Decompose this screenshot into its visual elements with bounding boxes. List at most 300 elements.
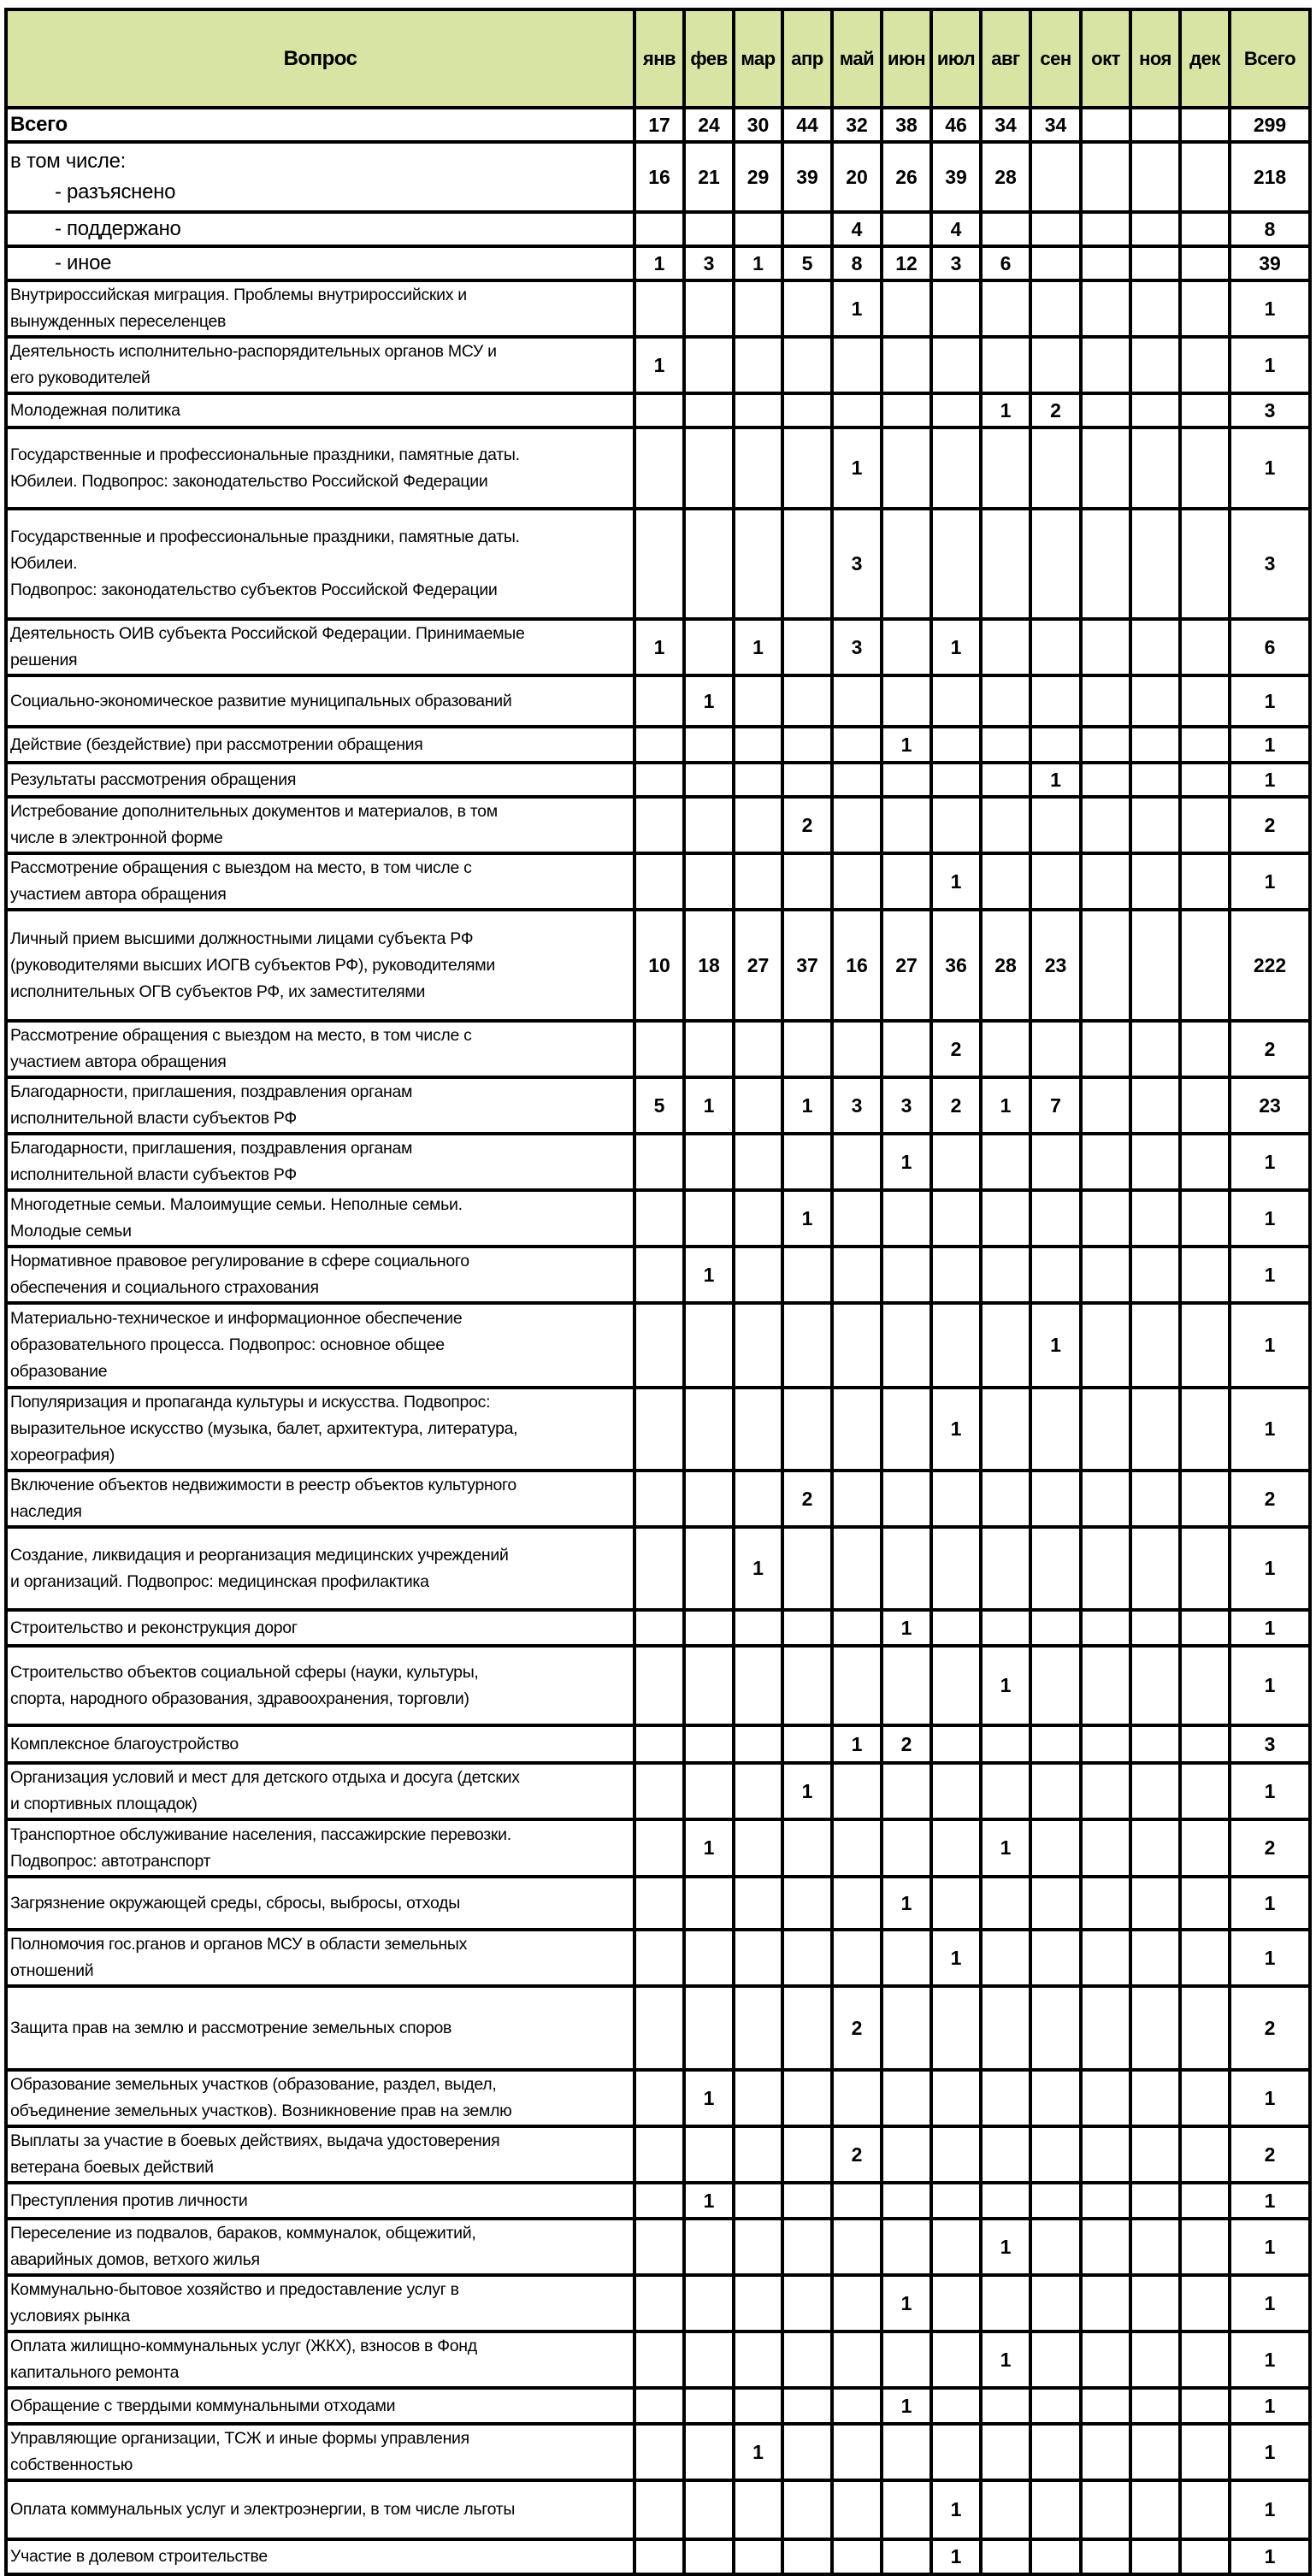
month-value-cell: 3 <box>832 1077 882 1134</box>
month-value-cell: 4 <box>832 212 882 246</box>
month-value-cell <box>931 763 981 797</box>
month-value-cell: 2 <box>931 1077 981 1134</box>
total-value-cell: 39 <box>1230 246 1310 280</box>
total-value-cell: 2 <box>1230 2126 1310 2183</box>
month-value-cell <box>734 2070 782 2126</box>
month-value-cell <box>832 1388 882 1471</box>
table-row <box>6 393 1310 427</box>
month-value-cell <box>782 1986 832 2070</box>
total-value-cell: 1 <box>1230 2388 1310 2424</box>
month-value-cell <box>684 797 734 853</box>
table-row <box>6 675 1310 727</box>
month-value-cell <box>684 1725 734 1763</box>
column-header-total: Всего <box>1230 9 1310 108</box>
month-value-cell <box>634 212 684 246</box>
month-value-cell <box>832 1646 882 1725</box>
question-cell <box>6 1077 634 1134</box>
month-value-cell <box>782 1877 832 1930</box>
month-value-cell <box>1130 1303 1180 1388</box>
table-row <box>6 1077 1310 1134</box>
month-value-cell <box>734 393 782 427</box>
month-value-cell <box>832 1303 882 1388</box>
question-text: собственностью <box>10 2455 133 2474</box>
total-value-cell: 1 <box>1230 1610 1310 1646</box>
month-value-cell <box>782 763 832 797</box>
month-value-cell <box>782 1930 832 1986</box>
month-value-cell <box>1081 246 1130 280</box>
month-value-cell: 3 <box>832 509 882 619</box>
month-value-cell: 29 <box>734 142 782 212</box>
month-value-cell <box>1130 108 1180 142</box>
month-value-cell <box>1180 2126 1230 2183</box>
question-text: Включение объектов недвижимости в реестр объектов культурного <box>10 1476 516 1494</box>
month-value-cell <box>882 619 931 675</box>
month-value-cell <box>634 2183 684 2219</box>
month-value-cell <box>634 675 684 727</box>
month-value-cell <box>882 1646 931 1725</box>
question-cell <box>6 509 634 619</box>
month-value-cell <box>1030 1527 1081 1610</box>
month-value-cell <box>981 1986 1030 2070</box>
month-value-cell <box>1130 1471 1180 1527</box>
month-value-cell <box>634 1877 684 1930</box>
total-value-cell: 1 <box>1230 2331 1310 2388</box>
month-value-cell <box>882 509 931 619</box>
month-value-cell <box>882 337 931 393</box>
total-value-cell: 1 <box>1230 1134 1310 1190</box>
month-value-cell <box>634 1303 684 1388</box>
month-value-cell <box>931 675 981 727</box>
month-value-cell <box>1030 1388 1081 1471</box>
month-value-cell <box>981 1303 1030 1388</box>
month-value-cell: 1 <box>634 337 684 393</box>
month-value-cell <box>1030 2183 1081 2219</box>
month-value-cell: 1 <box>684 675 734 727</box>
month-value-cell <box>1081 280 1130 337</box>
month-value-cell <box>1030 1190 1081 1247</box>
month-value-cell <box>1180 619 1230 675</box>
total-value-cell: 2 <box>1230 1021 1310 1077</box>
month-value-cell <box>684 393 734 427</box>
question-cell <box>6 2331 634 2388</box>
month-value-cell <box>882 393 931 427</box>
month-value-cell <box>1130 1134 1180 1190</box>
month-value-cell <box>1180 509 1230 619</box>
month-value-cell <box>684 1527 734 1610</box>
total-value-cell: 1 <box>1230 1763 1310 1819</box>
month-value-cell <box>1180 1021 1230 1077</box>
month-value-cell: 18 <box>684 910 734 1021</box>
month-value-cell: 44 <box>782 108 832 142</box>
question-text: обеспечения и социального страхования <box>10 1278 319 1297</box>
month-value-cell <box>1130 1077 1180 1134</box>
table-row <box>6 2126 1310 2183</box>
month-value-cell <box>684 1388 734 1471</box>
question-text: Рассмотрение обращения с выездом на место, в том числе с <box>10 1026 472 1045</box>
total-value-cell: 1 <box>1230 1877 1310 1930</box>
month-value-cell <box>1081 1077 1130 1134</box>
month-value-cell <box>734 1077 782 1134</box>
month-value-cell <box>832 2275 882 2331</box>
month-value-cell <box>1130 1388 1180 1471</box>
month-value-cell <box>931 1247 981 1303</box>
month-value-cell <box>1180 142 1230 212</box>
question-text: Подвопрос: автотранспорт <box>10 1851 211 1871</box>
month-value-cell <box>1130 675 1180 727</box>
month-value-cell <box>832 2539 882 2574</box>
question-text: Коммунально-бытовое хозяйство и предоставление услуг в <box>10 2280 459 2299</box>
month-value-cell <box>684 337 734 393</box>
month-value-cell <box>1130 619 1180 675</box>
month-value-cell <box>832 2424 882 2480</box>
question-cell <box>6 2126 634 2183</box>
table-row <box>6 910 1310 1021</box>
month-value-cell <box>734 1471 782 1527</box>
month-value-cell <box>634 393 684 427</box>
month-value-cell <box>1030 1471 1081 1527</box>
month-value-cell <box>882 1763 931 1819</box>
month-value-cell <box>634 2388 684 2424</box>
month-value-cell: 1 <box>882 727 931 763</box>
month-value-cell <box>1180 1134 1230 1190</box>
month-value-cell <box>782 1021 832 1077</box>
total-value-cell: 1 <box>1230 675 1310 727</box>
question-text: Юбилеи. <box>10 554 78 573</box>
question-cell <box>6 1763 634 1819</box>
month-value-cell <box>981 797 1030 853</box>
month-value-cell <box>1130 1930 1180 1986</box>
column-header-month: фев <box>684 9 734 108</box>
month-value-cell <box>1180 910 1230 1021</box>
question-text: Юбилеи. Подвопрос: законодательство Российской Федерации <box>10 471 488 491</box>
month-value-cell <box>1130 2331 1180 2388</box>
question-text: Образование земельных участков (образование, раздел, выдел, <box>10 2075 497 2094</box>
month-value-cell: 2 <box>782 1471 832 1527</box>
month-value-cell: 1 <box>882 1134 931 1190</box>
month-value-cell <box>882 675 931 727</box>
column-header-month: май <box>832 9 882 108</box>
month-value-cell <box>634 727 684 763</box>
table-row <box>6 853 1310 910</box>
month-value-cell <box>684 1021 734 1077</box>
month-value-cell: 1 <box>832 280 882 337</box>
month-value-cell <box>832 675 882 727</box>
month-value-cell <box>684 1190 734 1247</box>
question-text: Государственные и профессиональные праздники, памятные даты. <box>10 528 520 546</box>
month-value-cell <box>931 2424 981 2480</box>
month-value-cell <box>1081 1646 1130 1725</box>
month-value-cell <box>931 1646 981 1725</box>
month-value-cell <box>634 1819 684 1877</box>
month-value-cell: 16 <box>634 142 684 212</box>
month-value-cell: 20 <box>832 142 882 212</box>
month-value-cell: 37 <box>782 910 832 1021</box>
month-value-cell <box>1030 337 1081 393</box>
month-value-cell <box>832 2070 882 2126</box>
month-value-cell: 5 <box>782 246 832 280</box>
month-value-cell: 7 <box>1030 1077 1081 1134</box>
column-header-month: ноя <box>1130 9 1180 108</box>
month-value-cell <box>684 280 734 337</box>
month-value-cell: 3 <box>832 619 882 675</box>
month-value-cell <box>882 1190 931 1247</box>
question-cell <box>6 619 634 675</box>
month-value-cell <box>1130 2183 1180 2219</box>
table-row <box>6 1134 1310 1190</box>
month-value-cell <box>1180 1986 1230 2070</box>
month-value-cell <box>782 2275 832 2331</box>
month-value-cell <box>832 1763 882 1819</box>
month-value-cell <box>1030 1646 1081 1725</box>
question-text: Всего <box>10 113 68 136</box>
month-value-cell <box>1130 212 1180 246</box>
question-text: Выплаты за участие в боевых действиях, выдача удостоверения <box>10 2131 500 2150</box>
month-value-cell <box>684 2424 734 2480</box>
month-value-cell <box>734 1190 782 1247</box>
month-value-cell <box>734 1986 782 2070</box>
question-text: Государственные и профессиональные праздники, памятные даты. <box>10 445 520 464</box>
month-value-cell <box>634 2126 684 2183</box>
question-text: Загрязнение окружающей среды, сбросы, выбросы, отходы <box>10 1893 460 1913</box>
question-text: участием автора обращения <box>10 1052 227 1071</box>
month-value-cell <box>1030 727 1081 763</box>
question-cell <box>6 2480 634 2539</box>
question-text: Деятельность исполнительно-распорядительных органов МСУ и <box>10 342 497 361</box>
month-value-cell <box>1180 280 1230 337</box>
month-value-cell <box>782 212 832 246</box>
month-value-cell <box>1130 763 1180 797</box>
month-value-cell: 1 <box>981 393 1030 427</box>
month-value-cell: 8 <box>832 246 882 280</box>
month-value-cell <box>832 337 882 393</box>
month-value-cell <box>1130 1819 1180 1877</box>
month-value-cell <box>931 1303 981 1388</box>
month-value-cell <box>684 2275 734 2331</box>
table-row <box>6 2388 1310 2424</box>
month-value-cell <box>832 1190 882 1247</box>
month-value-cell <box>734 1134 782 1190</box>
month-value-cell <box>981 619 1030 675</box>
question-cell <box>6 1134 634 1190</box>
question-text: ветерана боевых действий <box>10 2158 214 2177</box>
month-value-cell: 1 <box>832 1725 882 1763</box>
month-value-cell <box>832 1610 882 1646</box>
month-value-cell <box>782 1134 832 1190</box>
month-value-cell <box>981 2539 1030 2574</box>
table-row <box>6 1190 1310 1247</box>
table-row <box>6 2219 1310 2275</box>
month-value-cell <box>734 2275 782 2331</box>
month-value-cell <box>734 1646 782 1725</box>
month-value-cell <box>931 727 981 763</box>
month-value-cell <box>1130 910 1180 1021</box>
question-cell <box>6 763 634 797</box>
month-value-cell <box>1130 2388 1180 2424</box>
question-text: - разъяснено <box>55 180 176 203</box>
total-value-cell: 1 <box>1230 1247 1310 1303</box>
month-value-cell <box>981 1725 1030 1763</box>
month-value-cell <box>1180 212 1230 246</box>
column-header-month: мар <box>734 9 782 108</box>
month-value-cell <box>1030 1610 1081 1646</box>
question-text: вынужденных переселенцев <box>10 312 227 331</box>
question-text: хореография) <box>10 1446 115 1465</box>
month-value-cell <box>1081 1763 1130 1819</box>
table-row <box>6 763 1310 797</box>
month-value-cell <box>981 427 1030 509</box>
month-value-cell <box>1030 1763 1081 1819</box>
month-value-cell <box>634 1247 684 1303</box>
question-text: числе в электронной форме <box>10 828 223 847</box>
question-text: - иное <box>55 251 112 274</box>
month-value-cell: 1 <box>1030 763 1081 797</box>
month-value-cell <box>1081 509 1130 619</box>
month-value-cell: 23 <box>1030 910 1081 1021</box>
month-value-cell <box>1180 337 1230 393</box>
question-text: Благодарности, приглашения, поздравления органам <box>10 1082 413 1101</box>
month-value-cell <box>1180 1763 1230 1819</box>
question-text: - поддержано <box>55 217 181 240</box>
month-value-cell <box>1081 853 1130 910</box>
month-value-cell <box>684 1646 734 1725</box>
month-value-cell <box>1081 1877 1130 1930</box>
month-value-cell <box>1180 1819 1230 1877</box>
month-value-cell <box>734 797 782 853</box>
month-value-cell <box>684 1986 734 2070</box>
table-row <box>6 1527 1310 1610</box>
month-value-cell <box>734 2388 782 2424</box>
month-value-cell: 1 <box>782 1763 832 1819</box>
month-value-cell <box>782 619 832 675</box>
month-value-cell: 1 <box>684 1077 734 1134</box>
month-value-cell <box>1130 2539 1180 2574</box>
month-value-cell <box>782 2388 832 2424</box>
month-value-cell: 1 <box>684 1819 734 1877</box>
month-value-cell <box>634 427 684 509</box>
month-value-cell <box>882 280 931 337</box>
total-value-cell: 1 <box>1230 2070 1310 2126</box>
month-value-cell <box>1030 1725 1081 1763</box>
month-value-cell <box>1030 1930 1081 1986</box>
month-value-cell <box>1030 280 1081 337</box>
month-value-cell: 1 <box>981 1077 1030 1134</box>
question-text: Защита прав на землю и рассмотрение земельных споров <box>10 2018 452 2037</box>
month-value-cell: 3 <box>882 1077 931 1134</box>
month-value-cell <box>1130 1190 1180 1247</box>
month-value-cell <box>882 1930 931 1986</box>
table-row <box>6 1388 1310 1471</box>
month-value-cell <box>1081 1527 1130 1610</box>
month-value-cell <box>1081 1388 1130 1471</box>
month-value-cell <box>1030 142 1081 212</box>
question-cell <box>6 1877 634 1930</box>
month-value-cell: 1 <box>931 1930 981 1986</box>
month-value-cell: 1 <box>782 1190 832 1247</box>
question-text: капитального ремонта <box>10 2363 180 2382</box>
month-value-cell <box>734 1247 782 1303</box>
month-value-cell <box>782 2331 832 2388</box>
month-value-cell <box>1030 1134 1081 1190</box>
month-value-cell <box>981 2424 1030 2480</box>
month-value-cell <box>634 763 684 797</box>
month-value-cell <box>734 2480 782 2539</box>
total-value-cell: 2 <box>1230 1986 1310 2070</box>
month-value-cell <box>1081 393 1130 427</box>
month-value-cell: 1 <box>882 2275 931 2331</box>
month-value-cell <box>1081 1610 1130 1646</box>
question-text: исполнительной власти субъектов РФ <box>10 1109 297 1128</box>
month-value-cell <box>782 393 832 427</box>
question-cell <box>6 1303 634 1388</box>
summary-row <box>6 108 1310 142</box>
month-value-cell: 2 <box>1030 393 1081 427</box>
month-value-cell <box>931 2275 981 2331</box>
month-value-cell <box>734 337 782 393</box>
month-value-cell <box>832 2331 882 2388</box>
month-value-cell <box>1180 1725 1230 1763</box>
month-value-cell: 1 <box>634 246 684 280</box>
question-text: (руководителями высших ИОГВ субъектов РФ), руководителями <box>10 955 495 975</box>
month-value-cell <box>684 1930 734 1986</box>
month-value-cell <box>782 1527 832 1610</box>
month-value-cell: 34 <box>981 108 1030 142</box>
question-text: образование <box>10 1362 108 1381</box>
question-text: образовательного процесса. Подвопрос: основное общее <box>10 1335 445 1354</box>
month-value-cell: 1 <box>931 853 981 910</box>
question-text: условиях рынка <box>10 2307 130 2325</box>
month-value-cell <box>882 2219 931 2275</box>
question-text: Полномочия гос.рганов и органов МСУ в области земельных <box>10 1935 468 1954</box>
table-row <box>6 1021 1310 1077</box>
question-cell <box>6 1388 634 1471</box>
month-value-cell <box>684 2480 734 2539</box>
month-value-cell: 2 <box>832 1986 882 2070</box>
month-value-cell <box>1180 675 1230 727</box>
table-row <box>6 337 1310 393</box>
question-text: его руководителей <box>10 368 150 387</box>
month-value-cell: 2 <box>832 2126 882 2183</box>
month-value-cell <box>1030 2070 1081 2126</box>
question-text: Комплексное благоустройство <box>10 1734 239 1754</box>
month-value-cell <box>1030 2480 1081 2539</box>
month-value-cell <box>1130 1877 1180 1930</box>
question-text: Участие в долевом строительстве <box>10 2547 268 2566</box>
month-value-cell <box>684 1610 734 1646</box>
question-cell <box>6 1190 634 1247</box>
question-cell <box>6 2219 634 2275</box>
month-value-cell <box>931 2331 981 2388</box>
month-value-cell: 5 <box>634 1077 684 1134</box>
month-value-cell <box>931 1877 981 1930</box>
month-value-cell <box>882 1819 931 1877</box>
question-cell <box>6 1021 634 1077</box>
month-value-cell <box>782 2424 832 2480</box>
month-value-cell <box>634 1134 684 1190</box>
month-value-cell <box>832 2480 882 2539</box>
month-value-cell <box>1030 797 1081 853</box>
appeals-report-table <box>4 8 1312 2576</box>
month-value-cell <box>1180 2183 1230 2219</box>
month-value-cell <box>1180 108 1230 142</box>
month-value-cell: 38 <box>882 108 931 142</box>
month-value-cell <box>832 727 882 763</box>
total-value-cell: 3 <box>1230 1725 1310 1763</box>
month-value-cell: 2 <box>931 1021 981 1077</box>
question-text: Переселение из подвалов, бараков, коммуналок, общежитий, <box>10 2224 476 2243</box>
total-value-cell: 2 <box>1230 1819 1310 1877</box>
total-value-cell: 1 <box>1230 427 1310 509</box>
month-value-cell <box>931 337 981 393</box>
